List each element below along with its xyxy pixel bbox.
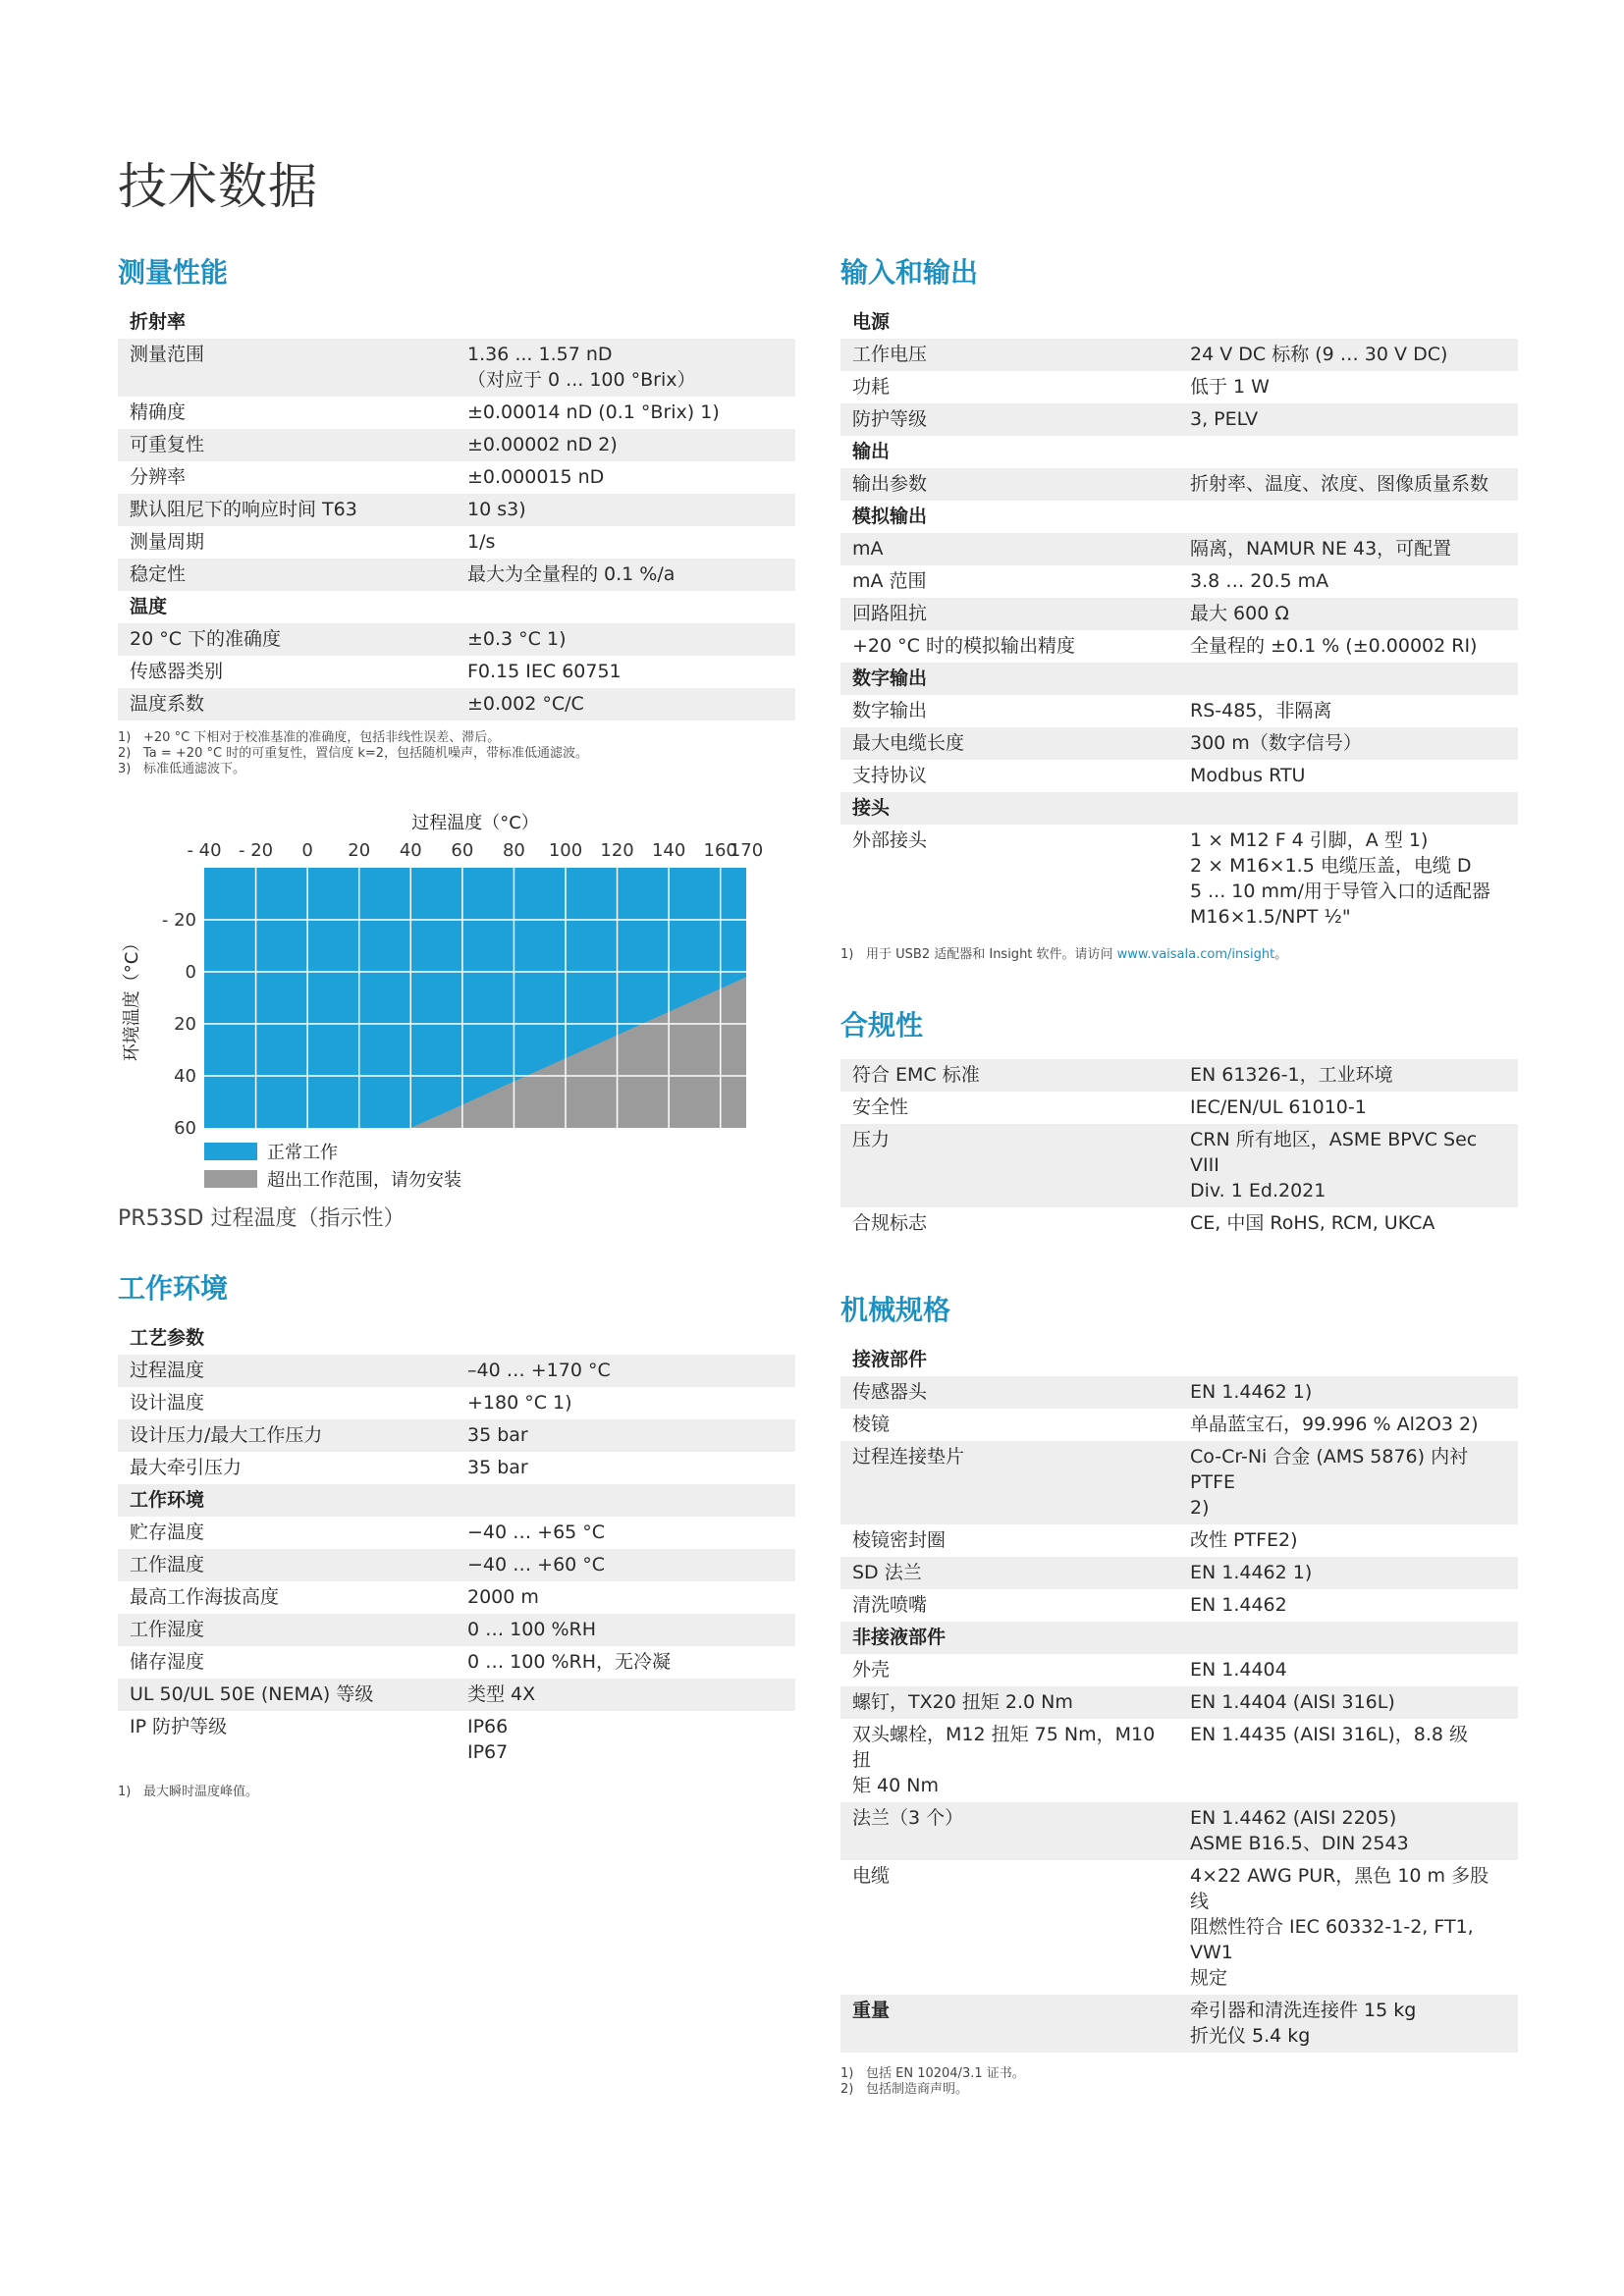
table-row (840, 760, 1518, 792)
section-title-environment: 工作环境 (118, 1272, 229, 1305)
row-label: 分辨率 (130, 466, 187, 488)
row-label: 测量周期 (130, 531, 205, 553)
row-value: −40 … +60 °C (456, 1549, 795, 1581)
footnote (118, 1785, 795, 1800)
table-row (840, 1802, 1518, 1860)
table-row (118, 339, 795, 397)
group-header-row (118, 591, 795, 623)
row-value (456, 306, 795, 339)
section-title-mechanical: 机械规格 (840, 1294, 951, 1326)
x-tick-label: 160 (703, 840, 737, 861)
group-header-row (840, 306, 1518, 339)
right-column (840, 253, 1518, 2098)
table-row (840, 630, 1518, 663)
io-footnote-number: 1) (840, 947, 854, 962)
row-value (456, 1484, 795, 1517)
row-label: 可重复性 (118, 429, 456, 461)
y-tick-label: 20 (174, 1014, 196, 1035)
row-value: F0.15 IEC 60751 (467, 661, 622, 682)
footnote-text: 包括制造商声明。 (866, 2082, 969, 2097)
group-header-row (840, 1344, 1518, 1376)
row-label: 符合 EMC 标准 (840, 1059, 1178, 1092)
io-table (840, 306, 1518, 934)
table-row (840, 1441, 1518, 1524)
group-header-row (840, 436, 1518, 468)
chart-caption: PR53SD 过程温度（指示性） (118, 1206, 406, 1231)
table-row (840, 1524, 1518, 1557)
row-value: 1/s (467, 531, 496, 553)
row-label: 安全性 (852, 1096, 909, 1118)
table-row (840, 403, 1518, 436)
insight-link[interactable]: www.vaisala.com/insight (1116, 947, 1275, 962)
row-value: Modbus RTU (1190, 765, 1306, 786)
row-label: 工艺参数 (130, 1327, 205, 1349)
row-label: 外部接头 (852, 829, 928, 851)
row-value: 隔离，NAMUR NE 43，可配置 (1178, 533, 1518, 565)
footnote-text: 包括 EN 10204/3.1 证书。 (866, 2066, 1025, 2081)
group-header-row (118, 306, 795, 339)
group-header-row (840, 792, 1518, 825)
row-label: 传感器头 (840, 1376, 1178, 1409)
row-label: 电缆 (852, 1865, 891, 1887)
row-value: CRN 所有地区，ASME BPVC Sec VIII Div. 1 Ed.2021 (1178, 1124, 1518, 1207)
x-tick-label: - 20 (239, 840, 274, 861)
row-value: EN 1.4462 1) (1178, 1557, 1518, 1589)
legend-swatch (204, 1170, 257, 1188)
row-value: 牵引器和清洗连接件 15 kg 折光仪 5.4 kg (1178, 1995, 1518, 2053)
row-value (456, 1322, 795, 1355)
row-value: EN 1.4435 (AISI 316L)，8.8 级 (1190, 1724, 1469, 1745)
x-tick-label: 0 (301, 840, 313, 861)
row-value (1178, 1344, 1518, 1376)
row-label: 设计压力/最大工作压力 (118, 1419, 456, 1452)
row-value: 全量程的 ±0.1 % (±0.00002 RI) (1190, 635, 1478, 657)
measurement-footnotes (118, 730, 795, 777)
table-row (840, 565, 1518, 598)
row-label: 功耗 (852, 376, 891, 398)
table-row (840, 1654, 1518, 1686)
section-title-io: 输入和输出 (840, 256, 979, 289)
table-row (118, 656, 795, 688)
row-label: 电源 (852, 311, 891, 333)
table-row (840, 1376, 1518, 1409)
table-row (118, 1614, 795, 1646)
footnote-number: 1) (118, 730, 132, 745)
row-label: 最高工作海拔高度 (130, 1586, 280, 1608)
footnote (118, 746, 795, 762)
row-value: EN 1.4462 (AISI 2205) ASME B16.5、DIN 2543 (1178, 1802, 1518, 1860)
table-row (118, 688, 795, 721)
table-row (840, 727, 1518, 760)
table-row (118, 559, 795, 591)
table-row (118, 461, 795, 494)
table-row (118, 1711, 795, 1769)
footnote-number: 1) (118, 1785, 132, 1799)
row-label: 清洗喷嘴 (852, 1594, 928, 1616)
row-label: 温度系数 (118, 688, 456, 721)
row-value: +180 °C 1) (467, 1392, 572, 1414)
table-row (118, 397, 795, 429)
row-value: 3, PELV (1178, 403, 1518, 436)
row-label: 防护等级 (840, 403, 1178, 436)
row-value: EN 1.4404 (1190, 1659, 1287, 1681)
row-label: 最大电缆长度 (840, 727, 1178, 760)
footnote (118, 730, 795, 746)
table-row (118, 1646, 795, 1679)
footnote (840, 2082, 1518, 2098)
table-row (840, 468, 1518, 501)
table-row (118, 1517, 795, 1549)
io-footnote-text: 用于 USB2 适配器和 Insight 软件。请访问 (866, 947, 1117, 962)
y-tick-label: 0 (185, 962, 196, 983)
environment-table (118, 1322, 795, 1769)
table-row (840, 1860, 1518, 1995)
footnote-number: 3) (118, 762, 132, 776)
footnote-text: 最大瞬时温度峰值。 (143, 1785, 259, 1799)
row-value: 单晶蓝宝石，99.996 % Al2O3 2) (1190, 1414, 1479, 1435)
table-row (118, 526, 795, 559)
x-tick-label: - 40 (187, 840, 222, 861)
group-header-row (118, 1484, 795, 1517)
process-temperature-chart (118, 799, 795, 1192)
row-value: 4×22 AWG PUR，黑色 10 m 多股线 阻燃性符合 IEC 60332-1-2, FT1, VW1 规定 (1190, 1865, 1489, 1989)
footnote (118, 762, 795, 777)
row-label: 法兰（3 个） (840, 1802, 1178, 1860)
row-value: IEC/EN/UL 61010-1 (1190, 1096, 1367, 1118)
row-value (1178, 436, 1518, 468)
table-row (840, 1124, 1518, 1207)
row-label: 传感器类别 (130, 661, 224, 682)
row-value: 最大 600 Ω (1178, 598, 1518, 630)
row-value: EN 1.4404 (AISI 316L) (1178, 1686, 1518, 1719)
row-value (1178, 501, 1518, 533)
left-column (118, 253, 795, 1800)
table-row (840, 339, 1518, 371)
table-row (840, 1092, 1518, 1124)
row-label: 双头螺栓，M12 扭矩 75 Nm，M10 扭 矩 40 Nm (852, 1724, 1156, 1796)
row-value: ±0.00014 nD (0.1 °Brix) 1) (467, 401, 720, 423)
row-label: 测量范围 (118, 339, 456, 397)
row-label: 支持协议 (852, 765, 928, 786)
table-row (840, 1557, 1518, 1589)
chart-title: 过程温度（°C） (411, 813, 539, 833)
row-label: 压力 (840, 1124, 1178, 1207)
row-label: 过程温度 (118, 1355, 456, 1387)
y-tick-label: 40 (174, 1066, 196, 1087)
mechanical-table (840, 1344, 1518, 2053)
table-row (840, 1207, 1518, 1240)
row-value (456, 591, 795, 623)
row-value: –40 … +170 °C (456, 1355, 795, 1387)
row-label: 20 °C 下的准确度 (118, 623, 456, 656)
row-value: RS-485，非隔离 (1190, 700, 1332, 721)
group-header-row (840, 501, 1518, 533)
table-row (118, 1419, 795, 1452)
row-label: 螺钉，TX20 扭矩 2.0 Nm (840, 1686, 1178, 1719)
footnote-text: Ta = +20 °C 时的可重复性，置信度 k=2，包括随机噪声，带标准低通滤波。 (143, 746, 589, 761)
row-value: 最大为全量程的 0.1 %/a (456, 559, 795, 591)
row-label: 接头 (840, 792, 1178, 825)
table-row (840, 371, 1518, 403)
page-title: 技术数据 (118, 158, 318, 215)
table-row (840, 825, 1518, 934)
x-tick-label: 100 (548, 840, 583, 861)
table-row (118, 1452, 795, 1484)
row-label: UL 50/UL 50E (NEMA) 等级 (118, 1679, 456, 1711)
row-label: mA (840, 533, 1178, 565)
row-label: 过程连接垫片 (840, 1441, 1178, 1524)
footnote-text: 标准低通滤波下。 (143, 762, 246, 776)
footnote-number: 2) (118, 746, 132, 761)
row-value: ±0.000015 nD (467, 466, 605, 488)
mechanical-footnotes (840, 2066, 1518, 2098)
row-label: 数字输出 (840, 663, 1178, 695)
row-value: 10 s3) (456, 494, 795, 526)
compliance-table (840, 1059, 1518, 1240)
group-header-row (118, 1322, 795, 1355)
row-label: 折射率 (130, 311, 187, 333)
row-value (1178, 1622, 1518, 1654)
row-value: ±0.00002 nD 2) (456, 429, 795, 461)
footnote-text: +20 °C 下相对于校准基准的准确度，包括非线性误差、滞后。 (143, 730, 501, 745)
row-value: 24 V DC 标称 (9 … 30 V DC) (1178, 339, 1518, 371)
table-row (118, 1355, 795, 1387)
x-tick-label: 40 (399, 840, 422, 861)
row-value: 改性 PTFE2) (1190, 1529, 1298, 1551)
measurement-table (118, 306, 795, 721)
row-label: 稳定性 (118, 559, 456, 591)
row-label: 数字输出 (852, 700, 928, 721)
x-tick-label: 170 (729, 840, 764, 861)
table-row (840, 1589, 1518, 1622)
row-value: 3.8 … 20.5 mA (1190, 570, 1329, 592)
row-value: ±0.3 °C 1) (456, 623, 795, 656)
y-axis-label: 环境温度（°C） (122, 934, 142, 1062)
row-value: EN 61326-1，工业环境 (1178, 1059, 1518, 1092)
row-label: 模拟输出 (852, 506, 928, 527)
row-label: 回路阻抗 (840, 598, 1178, 630)
row-label: 储存湿度 (130, 1651, 205, 1673)
table-row (118, 494, 795, 526)
row-label: mA 范围 (852, 570, 927, 592)
row-label: 输出 (852, 441, 891, 462)
legend-swatch (204, 1143, 257, 1160)
table-row (840, 1686, 1518, 1719)
row-label: 默认阻尼下的响应时间 T63 (118, 494, 456, 526)
table-row (840, 1409, 1518, 1441)
row-value: −40 … +65 °C (467, 1522, 606, 1543)
row-label: 温度 (130, 596, 168, 617)
row-label: 工作温度 (118, 1549, 456, 1581)
row-label: 外壳 (852, 1659, 891, 1681)
row-label: 棱镜密封圈 (852, 1529, 947, 1551)
row-label: 工作湿度 (118, 1614, 456, 1646)
row-label: IP 防护等级 (130, 1716, 228, 1737)
legend-label: 超出工作范围，请勿安装 (267, 1170, 461, 1191)
row-value: 1.36 ... 1.57 nD （对应于 0 ... 100 °Brix） (456, 339, 795, 397)
table-row (840, 1059, 1518, 1092)
row-value: 类型 4X (456, 1679, 795, 1711)
x-tick-label: 140 (651, 840, 686, 861)
y-tick-label: 60 (174, 1118, 196, 1139)
row-value (1178, 663, 1518, 695)
row-value: 0 … 100 %RH，无冷凝 (467, 1651, 672, 1673)
row-value: 35 bar (456, 1419, 795, 1452)
row-label: SD 法兰 (840, 1557, 1178, 1589)
y-tick-label: - 20 (161, 910, 196, 931)
row-value: 300 m（数字信号） (1178, 727, 1518, 760)
table-row (840, 533, 1518, 565)
table-row (840, 598, 1518, 630)
group-header-row (840, 1995, 1518, 2053)
row-value: CE, 中国 RoHS, RCM, UKCA (1190, 1212, 1435, 1234)
group-header-row (840, 663, 1518, 695)
io-footnote (840, 947, 1518, 963)
row-label: 合规标志 (852, 1212, 928, 1234)
legend-label: 正常工作 (267, 1143, 338, 1163)
row-label: 接液部件 (852, 1349, 928, 1370)
row-value: 折射率、温度、浓度、图像质量系数 (1178, 468, 1518, 501)
table-row (118, 429, 795, 461)
row-value: EN 1.4462 (1190, 1594, 1287, 1616)
row-value: 1 × M12 F 4 引脚，A 型 1) 2 × M16×1.5 电缆压盖，电缆 D 5 ... 10 mm/用于导管入口的适配器 M16×1.5/NPT ½" (1190, 829, 1490, 928)
table-row (118, 623, 795, 656)
x-tick-label: 120 (600, 840, 634, 861)
row-value: 2000 m (467, 1586, 539, 1608)
row-label: +20 °C 时的模拟输出精度 (852, 635, 1075, 657)
table-row (118, 1549, 795, 1581)
chart-svg (118, 799, 795, 1192)
group-header-row (840, 1622, 1518, 1654)
io-footnote-end: 。 (1274, 947, 1288, 962)
x-tick-label: 60 (451, 840, 474, 861)
section-title-measurement: 测量性能 (118, 256, 229, 289)
table-row (840, 1719, 1518, 1802)
row-label: 精确度 (130, 401, 187, 423)
row-value: 0 … 100 %RH (456, 1614, 795, 1646)
row-value: 35 bar (467, 1457, 528, 1478)
table-row (840, 695, 1518, 727)
row-value: 低于 1 W (1190, 376, 1270, 398)
footnote (840, 2066, 1518, 2082)
row-label: 输出参数 (840, 468, 1178, 501)
environment-footnotes (118, 1785, 795, 1800)
row-label: 非接液部件 (840, 1622, 1178, 1654)
row-label: 设计温度 (130, 1392, 205, 1414)
row-label: 棱镜 (852, 1414, 891, 1435)
section-title-compliance: 合规性 (840, 1009, 924, 1041)
row-label: 工作环境 (118, 1484, 456, 1517)
table-row (118, 1581, 795, 1614)
footnote-number: 1) (840, 2066, 854, 2081)
row-value: Co-Cr-Ni 合金 (AMS 5876) 内衬 PTFE 2) (1178, 1441, 1518, 1524)
footnote-number: 2) (840, 2082, 854, 2097)
x-tick-label: 20 (348, 840, 371, 861)
row-label: 重量 (840, 1995, 1178, 2053)
row-value (1178, 792, 1518, 825)
x-tick-label: 80 (502, 840, 525, 861)
row-value (1178, 306, 1518, 339)
table-row (118, 1679, 795, 1711)
row-value: ±0.002 °C/C (456, 688, 795, 721)
row-value: IP66 IP67 (467, 1716, 509, 1763)
row-value: EN 1.4462 1) (1178, 1376, 1518, 1409)
row-label: 贮存温度 (130, 1522, 205, 1543)
row-label: 最大牵引压力 (130, 1457, 243, 1478)
table-row (118, 1387, 795, 1419)
row-label: 工作电压 (840, 339, 1178, 371)
